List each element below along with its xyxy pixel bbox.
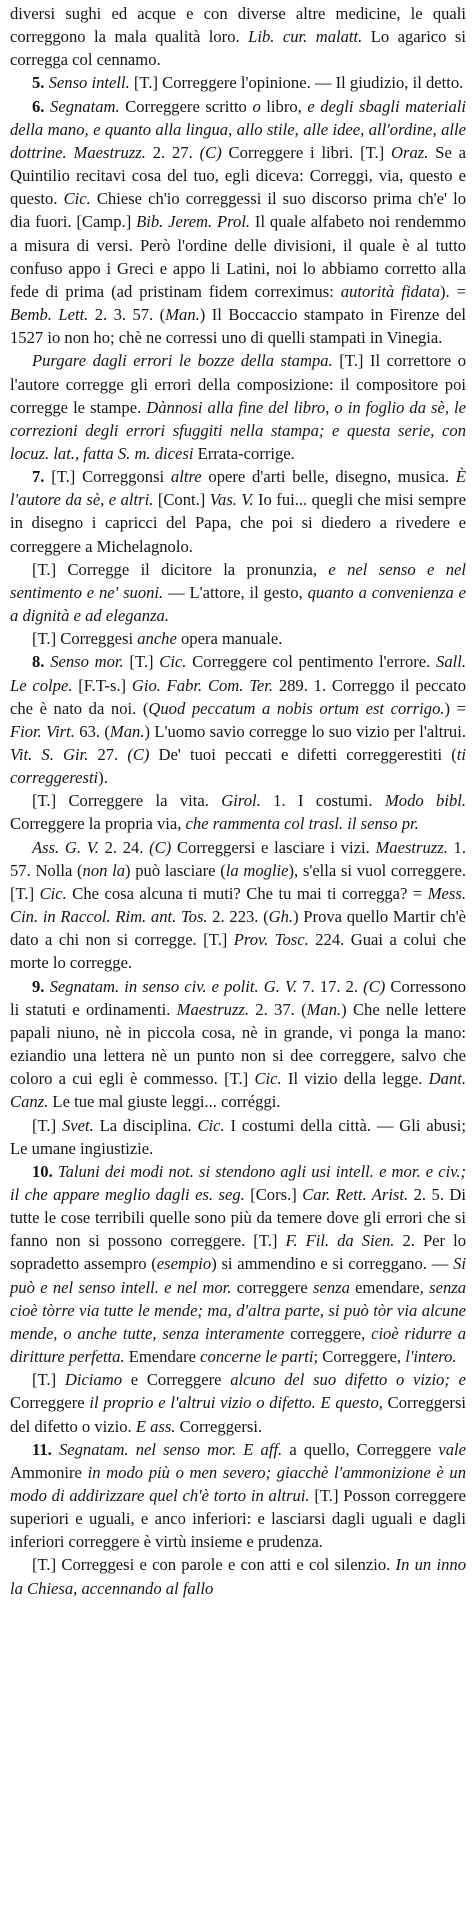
text-run: correggere, <box>284 1323 372 1343</box>
text-run: Correggere scritto <box>119 96 253 116</box>
text-run: [T.] Il correttore o l'autore corregge gli errori della composizione: il compositore poi corregge le stampe. <box>10 351 466 417</box>
italic-text: Maestruzz. <box>176 999 250 1019</box>
text-run: opere d'arti belle, disegno, musica. <box>201 467 456 487</box>
text-run: Correggere la propria via, <box>10 814 186 834</box>
entry-paragraph <box>10 836 466 975</box>
text-run: 2. 27. <box>145 142 200 162</box>
italic-text: Modo bibl. <box>384 791 467 811</box>
italic-text: Gh. <box>268 907 294 927</box>
text-run: opera manuale. <box>176 629 283 649</box>
italic-text: Girol. <box>221 791 261 811</box>
sense-number: 11. <box>32 1439 52 1459</box>
text-run: [T.] <box>32 1115 62 1135</box>
text-run: Errata-corrige. <box>193 443 295 463</box>
text-run: 1. 57. Nolla ( <box>10 837 466 880</box>
text-run: diversi sughi ed acque e con diverse altre medicine, le quali correggono la mala qualità loro. <box>10 4 466 47</box>
text-run: correggere <box>231 1277 313 1297</box>
text-run: 289. 1. Correggo il peccato che è nato da noi. ( <box>10 675 466 718</box>
text-run: ) Prova quello Martir ch'è dato a chi non si corregge. [T.] <box>10 907 466 950</box>
entry-paragraph <box>10 1160 466 1368</box>
sense-number: 10. <box>32 1161 53 1181</box>
italic-text: Man. <box>165 305 200 325</box>
text-run: [T.] Correggesi e con parole e con atti e col silenzio. <box>32 1555 396 1575</box>
italic-text: e degli sbagli materiali della mano, e quanto alla lingua, allo stile, alle idee, all'ordine, alle dottrine. Maestruzz. <box>10 96 467 162</box>
italic-text: alcuno del suo difetto o vizio; e <box>230 1370 466 1390</box>
text-run: ). <box>98 768 108 788</box>
text-run: [T.] <box>32 1370 65 1390</box>
italic-text: Car. Rett. Arist. <box>302 1184 409 1204</box>
text-run: Se a Quintilio recitavi cosa del tuo, egli diceva: Correggi, via, questo e questo. <box>10 142 467 209</box>
entry-paragraph <box>10 2 466 71</box>
italic-text: Dànnosi alla fine del libro, o in foglio da sè, le correzioni degli errori sfuggiti nella stampa; e questa serie, con locuz. lat., fatta S. m. dicesi <box>10 397 466 463</box>
text-run: 27. <box>88 745 128 764</box>
entry-paragraph <box>10 349 466 465</box>
italic-text: Sall. Le colpe. <box>10 652 467 695</box>
italic-text: (C) <box>127 745 150 764</box>
entry-paragraph <box>10 95 466 350</box>
text-run: 2. Per lo sopradetto assempro ( <box>10 1231 466 1274</box>
text-run: Correggersi del difetto o vizio. <box>10 1393 467 1436</box>
text-run: ) Che nelle lettere papali niuno, nè in piccola cosa, nè in grande, vi ponga la mano: eziandio una lettera nè un punto non si dee correggere, salvo che coloro a cui egli è commesso. [T.] <box>10 999 466 1089</box>
text-run: Correggersi e lasciare i vizi. <box>171 837 376 857</box>
italic-text: concerne le parti <box>200 1347 314 1367</box>
sense-number: 5. <box>32 73 45 93</box>
text-run: La disciplina. <box>93 1115 198 1135</box>
text-run: libro, <box>260 96 308 116</box>
text-run: emendare, <box>349 1277 430 1297</box>
italic-text: F. Fil. da Sien. <box>285 1231 395 1251</box>
italic-text: cioè ridurre a diritture perfetta. <box>10 1323 467 1367</box>
italic-text: (C) <box>149 837 172 857</box>
text-run: ), s'ella si vuol correggere. [T.] <box>10 860 466 903</box>
text-run: Emendare <box>124 1347 201 1367</box>
italic-text: non la <box>82 860 126 880</box>
italic-text: anche <box>137 629 177 649</box>
text-run: 2. 24. <box>98 837 150 857</box>
italic-text: Vit. S. Gir. <box>10 745 89 764</box>
italic-text: Ass. G. V. <box>32 837 99 857</box>
text-run <box>52 1440 59 1459</box>
entry-paragraph <box>10 1368 466 1437</box>
italic-text: altre <box>170 467 202 487</box>
text-run: [T.] <box>123 652 160 672</box>
entry-paragraph <box>10 71 466 94</box>
italic-text: Senso mor. <box>50 652 124 672</box>
italic-text: Cic. <box>197 1115 225 1135</box>
text-run: 2. 3. 57. ( <box>88 305 166 325</box>
italic-text: il proprio e l'altrui vizio o difetto. E questo, <box>89 1393 383 1413</box>
italic-text: E ass. <box>135 1416 176 1436</box>
italic-text: Vas. V. <box>209 490 254 510</box>
text-run: Chiese ch'io correggessi il suo discorso prima ch'e' lo dia fuori. [Camp.] <box>10 189 466 232</box>
text-run: ; Correggere, <box>313 1347 406 1367</box>
text-run: [T.] Correggesi <box>32 629 138 649</box>
text-run: 7. 17. 2. <box>297 976 364 996</box>
italic-text: Cic. <box>63 189 91 209</box>
italic-text: Segnatam. <box>50 96 120 116</box>
italic-text: vale <box>438 1439 466 1459</box>
italic-text: Purgare dagli errori le bozze della stampa. <box>32 351 333 371</box>
text-run: ). = <box>439 281 466 301</box>
text-run: 224. Guai a colui che morte lo corregge. <box>10 930 467 973</box>
italic-text: Taluni dei modi not. si stendono agli usi intell. e mor. e civ.; il che appare meglio dagli es. seg. <box>10 1161 467 1204</box>
entry-paragraph <box>10 975 466 1114</box>
sense-number: 8. <box>32 652 45 672</box>
text-run: Le tue mal giuste leggi... corréggi. <box>48 1092 281 1112</box>
italic-text: Bemb. Lett. <box>10 305 89 325</box>
italic-text: Cic. <box>39 883 67 903</box>
text-run: Corressono li statuti e ordinamenti. <box>10 976 466 1019</box>
text-run: Che cosa alcuna ti muti? Che tu mai ti corregga? = <box>66 883 428 903</box>
italic-text: Svet. <box>61 1115 94 1135</box>
italic-text: senza <box>313 1277 350 1297</box>
italic-text: l'intero. <box>405 1347 457 1367</box>
text-run: [Cors.] <box>244 1184 303 1204</box>
entry-paragraph <box>10 1553 466 1599</box>
text-run: I costumi della città. — Gli abusi; Le umane ingiustizie. <box>10 1115 466 1158</box>
italic-text: che rammenta col trasl. il senso pr. <box>185 814 419 834</box>
text-run: 2. 223. ( <box>207 907 269 927</box>
text-run: Il vizio della legge. <box>281 1069 429 1089</box>
text-run: ) può lasciare ( <box>125 860 226 880</box>
italic-text: (C) <box>363 976 386 996</box>
italic-text: in modo più o men severo; giacchè l'ammonizione è un modo di addirizzare quel ch'è torto in altrui. <box>10 1462 466 1505</box>
italic-text: Mess. Cin. in Raccol. Rim. ant. Tos. <box>10 883 466 927</box>
italic-text: Cic. <box>254 1069 282 1089</box>
text-run: ) = <box>444 698 466 718</box>
text-run: 63. ( <box>74 721 110 741</box>
text-run: Correggere i libri. [T.] <box>221 142 392 162</box>
italic-text: quanto a convenienza e a dignità e ad eleganza. <box>10 582 466 626</box>
italic-text: Diciamo <box>64 1370 122 1390</box>
italic-text: e nel senso e nel sentimento e ne' suoni. <box>10 559 466 602</box>
text-run: [T.] Correggonsi <box>44 467 171 487</box>
sense-number: 9. <box>32 976 45 996</box>
text-run: 1. I costumi. <box>260 791 385 811</box>
text-run: Ammonire <box>10 1462 88 1482</box>
italic-text: Senso intell. <box>48 73 130 93</box>
italic-text: Lib. cur. malatt. <box>248 27 363 47</box>
italic-text: esempio <box>156 1254 212 1274</box>
text-run: Il quale alfabeto noi rendemmo a misura di versi. Però l'ordine delle divisioni, il quale è al tutto confuso appo i Greci e appo li Latini, noi lo abbiamo corretto alla fede di prima (ad pristinam fidem correximus: <box>10 212 466 301</box>
text-run: [T.] Correggere l'opinione. — Il giudizio, il detto. <box>129 73 464 93</box>
entry-paragraph <box>10 1114 466 1160</box>
italic-text: ti correggeresti <box>10 745 466 788</box>
text-run: e Correggere <box>122 1370 231 1390</box>
italic-text: Segnatam. in senso civ. e polit. G. V. <box>49 976 298 996</box>
text-run: Correggersi. <box>175 1416 263 1436</box>
entry-paragraph <box>10 558 466 627</box>
text-run: 2. 37. ( <box>249 999 307 1019</box>
italic-text: Bib. Jerem. Prol. <box>136 212 251 232</box>
italic-text: autorità fidata <box>340 281 440 301</box>
sense-number: 6. <box>32 96 45 116</box>
italic-text: senza cioè tòrre via tutte le mende; ma, d'altra parte, si può tòr via alcune mende, o anche tutte, senza interamente <box>10 1277 466 1343</box>
italic-text: Dant. Canz. <box>10 1069 467 1112</box>
text-run: ) L'uomo savio corregge lo suo vizio per l'altrui. <box>144 721 466 741</box>
italic-text: Quod peccatum a nobis ortum est corrigo. <box>148 698 445 718</box>
text-run: Lo agarico si corregga col cennamo. <box>10 27 466 70</box>
text-run: [F.T-s.] <box>72 675 132 695</box>
italic-text: Prov. Tosc. <box>233 930 309 950</box>
text-run: Correggere col pentimento l'errore. <box>186 652 437 672</box>
text-run: Io fui... quegli che misi sempre in disegno i capricci del Papa, che poi si diedero a rivedere e correggere a Michelagnolo. <box>10 490 466 556</box>
entry-paragraph <box>10 465 466 558</box>
italic-text: Gio. Fabr. Com. Ter. <box>131 675 274 695</box>
entry-paragraph <box>10 650 466 789</box>
italic-text: Maestruzz. <box>375 837 448 857</box>
italic-text: Oraz. <box>391 142 429 162</box>
italic-text: la moglie <box>225 860 289 880</box>
text-run: 2. 5. Di tutte le cose terribili quelle sono più da temere dove gli errori che si fanno non si possono correggere. [T.] <box>10 1184 466 1251</box>
text-run: ) Il Boccaccio stampato in Firenze del 1527 io non ho; chè ne corressi uno di quelli stampati in Vinegia. <box>10 305 466 348</box>
italic-text: Fior. Virt. <box>10 721 75 741</box>
entry-paragraph <box>10 1438 466 1554</box>
text-run: Correggere <box>10 1393 90 1413</box>
sense-number: 7. <box>32 467 45 487</box>
text-run: De' tuoi peccati e difetti correggerestiti ( <box>149 745 457 764</box>
entry-paragraph <box>10 789 466 835</box>
text-run: a quello, Correggere <box>282 1439 439 1459</box>
italic-text: È l'autore da sè, e altri. <box>10 467 466 510</box>
italic-text: Man. <box>109 721 145 741</box>
text-run: ) si ammendino e si correggano. — <box>211 1254 454 1274</box>
italic-text: Cic. <box>159 652 187 672</box>
text-run: [T.] Corregge il dicitore la pronunzia, <box>32 559 329 579</box>
italic-text: o <box>252 96 261 116</box>
entry-paragraph <box>10 627 466 650</box>
text-run: [Cont.] <box>153 490 210 510</box>
italic-text: In un inno la Chiesa, accennando al fallo <box>10 1555 466 1598</box>
italic-text: Si può e nel senso intell. e nel mor. <box>10 1254 466 1297</box>
italic-text: (C) <box>199 142 222 162</box>
italic-text: Man. <box>306 999 342 1019</box>
text-run: [T.] Correggere la vita. <box>32 791 222 811</box>
text-run: [T.] Posson correggere superiori e uguali, e anco inferiori: e lasciarsi dagli uguali e dagli inferiori correggere è virtù insieme e prudenza. <box>10 1486 467 1552</box>
italic-text: Segnatam. nel senso mor. E aff. <box>58 1439 283 1459</box>
text-run: — L'attore, il gesto, <box>163 582 308 602</box>
